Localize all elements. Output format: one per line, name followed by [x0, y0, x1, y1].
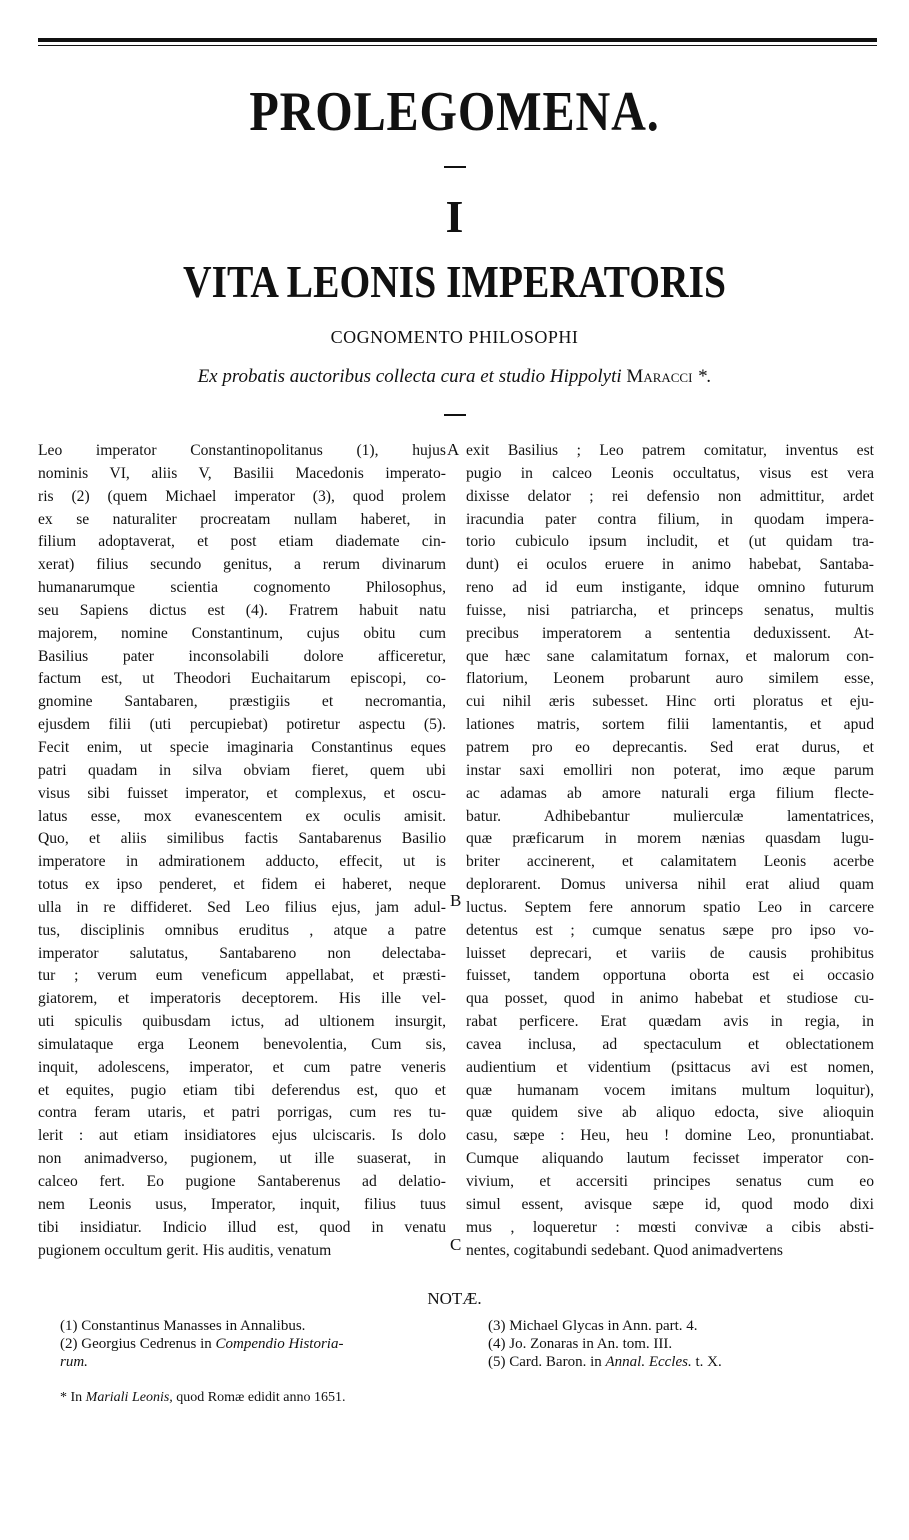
text-line: nem Leonis usus, Imperator, inquit, filius tuus	[38, 1195, 446, 1213]
text-line: deplorarent. Domus universa nihil erat aliud quam	[466, 876, 874, 894]
text-line: seu Sapiens dictus est (4). Fratrem habuit natu	[38, 601, 446, 619]
text-line: instar saxi emolliri non poterat, imo æque parum	[466, 761, 874, 779]
source-italic: Ex probatis auctoribus collecta cura et studio Hippolyti	[197, 366, 622, 387]
text-line: cavea inclusa, ad spectaculum et oblectationem	[466, 1035, 874, 1053]
text-line: cui nihil æris subesset. Hinc orti ploratus et eju-	[466, 693, 874, 711]
text-line: nentes, cogitabundi sedebant. Quod animadvertens	[466, 1241, 783, 1259]
left-text-column	[38, 440, 446, 1262]
note-italic: Compendio Historia-	[215, 1336, 344, 1352]
text-line: quæ præficarum in morem nænias quasdam lugu-	[466, 830, 874, 848]
text-line: lerit : aut etiam insidiatores ejus ulciscaris. Is dolo	[38, 1127, 446, 1145]
text-line: lationes matris, sortem filii lamentantis, et apud	[466, 716, 874, 734]
text-line: reno ad id eum instigante, idque omnino futurum	[466, 579, 874, 597]
footnote	[60, 1390, 345, 1406]
note-number: (4)	[488, 1336, 506, 1352]
text-line: pugio in calceo Leonis occultatus, visus est vera	[466, 464, 874, 482]
note-italic: Annal. Eccles.	[605, 1354, 692, 1370]
text-line: xerat) filius secundo genitus, a rerum divinarum	[38, 556, 446, 574]
text-line: detentus est ; cumque senatus sæpe pro ipso vo-	[466, 921, 874, 939]
divider-dash	[444, 166, 466, 168]
text-line: nominis VI, aliis V, Basilii Macedonis imperato-	[38, 464, 446, 482]
note-item	[60, 1335, 455, 1353]
text-line: ejusdem filii (uti percupiebat) potiretur aspectu (5).	[38, 716, 446, 734]
text-line: ex se naturaliter procreatam nullam haberet, in	[38, 510, 446, 528]
text-line: mus , loqueretur : mœsti convivæ a cibis absti-	[466, 1218, 874, 1236]
section-cognomen: COGNOMENTO PHILOSOPHI	[330, 327, 579, 347]
text-line: imperatore in admirationem adducto, effecit, ut is	[38, 853, 446, 871]
text-line: latus esse, mox evanescentem ex oculis amisit.	[38, 807, 446, 825]
note-item	[488, 1335, 868, 1353]
source-line	[0, 366, 909, 388]
text-line: pugionem occultum gerit. His auditis, venatum	[38, 1241, 332, 1259]
text-line: Basilius pater inconsolabili dolore afficeretur,	[38, 647, 446, 665]
text-line: quæ humanam vocem imitans multum loquitur),	[466, 1081, 874, 1099]
text-line: precibus imperatorem a sententia deduxissent. At-	[466, 624, 874, 642]
margin-marker-a: A	[447, 440, 460, 459]
text-line: tur ; verum eum veneficum appellabat, et præsti-	[38, 967, 446, 985]
page-title: PROLEGOMENA.	[249, 81, 660, 143]
note-text: Michael Glycas in Ann. part. 4.	[509, 1318, 698, 1334]
text-line: fuisse, nisi patriarcha, et princeps senatus, multis	[466, 601, 874, 619]
margin-marker-b: B	[450, 891, 462, 910]
text-line: ulla in re diffideret. Sed Leo filius ejus, jam adul-	[38, 898, 446, 916]
text-line: humanarumque scientia cognomento Philosophus,	[38, 579, 446, 597]
divider-dash	[444, 414, 466, 416]
notes-left	[60, 1317, 455, 1371]
text-line: batur. Adhibebantur mulierculæ lamentatrices,	[466, 807, 874, 825]
note-item	[488, 1317, 868, 1335]
text-line: imperator salutatus, Santabareno non delectaba-	[38, 944, 446, 962]
text-line: patrem pro eo deprecantis. Sed erat durus, et	[466, 738, 874, 756]
text-line: luisset deprecari, et variis de causis prohibitus	[466, 944, 874, 962]
text-line: giatorem, et imperatoris deceptorem. His ille vel-	[38, 990, 446, 1008]
text-line: qua posset, quod in animo habebat et studiose cu-	[466, 990, 874, 1008]
text-line: Fecit enim, ut specie imaginaria Constantinus eques	[38, 738, 446, 756]
text-line: Quo, et aliis similibus factis Santabarenus Basilio	[38, 830, 446, 848]
text-line: ris (2) (quem Michael imperator (3), quod prolem	[38, 487, 446, 505]
text-line: patri quadam in silva obviam fieret, quem ubi	[38, 761, 446, 779]
text-line: tibi insidiatur. Indicio illud est, quod in venatu	[38, 1218, 446, 1236]
note-item	[488, 1353, 868, 1371]
text-line: et equites, pugio etiam tibi deferendus est, quo et	[38, 1081, 446, 1099]
note-number: (1)	[60, 1318, 78, 1334]
text-line: iracundia pater contra filium, in quodam impera-	[466, 510, 874, 528]
text-line: audientium et videntium (psittacus avi est nomen,	[466, 1058, 874, 1076]
note-item	[60, 1353, 455, 1371]
text-line: majorem, nomine Constantinum, cujus obitu cum	[38, 624, 446, 642]
source-name: Maracci	[626, 366, 693, 387]
text-line: fuisset, tandem opportuna oborta est ei occasio	[466, 967, 874, 985]
note-number: (5)	[488, 1354, 506, 1370]
text-line: dunt) ei oculos eruere in animo habebat, Santaba-	[466, 556, 874, 574]
text-line: briter accinerent, et calamitatem Leonis acerbe	[466, 853, 874, 871]
note-number: (2)	[60, 1336, 78, 1352]
text-line: casu, sæpe : Heu, heu ! domine Leo, pronuntiabat.	[466, 1127, 874, 1145]
footnote-mark: *	[60, 1390, 67, 1405]
source-mark: *.	[697, 366, 712, 387]
footnote-italic: Mariali Leonis,	[85, 1390, 173, 1405]
right-text-column	[466, 440, 874, 1262]
text-line: vivium, et accersiti principes senatus cum eo	[466, 1173, 874, 1190]
notes-heading: NOTÆ.	[427, 1289, 482, 1308]
text-line: torio cubiculo ipsum includit, et (ut quidam tra-	[466, 533, 874, 551]
text-line: quæ quidem sive ab aliquo edocta, sive alioquin	[466, 1104, 874, 1122]
top-rule-thin	[38, 45, 877, 46]
text-line: ac adamas ab amore naturali erga filium flecte-	[466, 784, 874, 802]
footnote-text: quod Romæ edidit anno 1651.	[176, 1390, 346, 1405]
text-line: non animadverso, pugionem, ut ille suaserat, in	[38, 1150, 446, 1168]
text-line: visus sibi fuisset imperator, et complexus, et oscu-	[38, 784, 446, 802]
note-text: t. X.	[695, 1354, 722, 1370]
notes-right	[488, 1317, 868, 1371]
text-line: simulataque erga Leonem benevolentia, Cum sis,	[38, 1035, 446, 1053]
text-line: calceo fert. Eo pugione Santaberenus ad delatio-	[38, 1173, 446, 1190]
text-line: Leo imperator Constantinopolitanus (1), hujus	[38, 442, 446, 459]
section-title: VITA LEONIS IMPERATORIS	[182, 256, 726, 307]
note-text: Card. Baron. in	[509, 1354, 602, 1370]
text-line: Cumque aliquando lautum fecisset imperator con-	[466, 1150, 874, 1168]
text-line: simul essent, avisque sæpe id, quod modo dixi	[466, 1195, 874, 1213]
text-line: que hæc sane calamitatum fornax, et malorum con-	[466, 647, 874, 665]
note-text: Georgius Cedrenus in	[81, 1336, 212, 1352]
text-line: dixisse delator ; rei defensio non admittitur, ardet	[466, 487, 874, 505]
note-number: (3)	[488, 1318, 506, 1334]
text-line: totus ex ipso penderet, et fidem ei haberet, neque	[38, 876, 446, 894]
note-text: Constantinus Manasses in Annalibus.	[81, 1318, 306, 1334]
text-line: luctus. Septem fere annorum spatio Leo in carcere	[466, 898, 874, 916]
text-line: rabat perficere. Erat quædam avis in regia, in	[466, 1013, 874, 1031]
margin-marker-c: C	[450, 1235, 462, 1254]
text-line: uti spiculis quibusdam ictus, ad ultionem insurgit,	[38, 1013, 446, 1031]
text-line: gnomine Santabaren, præstigiis et necromantia,	[38, 693, 446, 711]
text-line: tus, disciplinis omnibus eruditus , atque a patre	[38, 921, 446, 939]
section-number: I	[445, 191, 464, 242]
text-line: contra feram utaris, et patri porrigas, cum res tu-	[38, 1104, 446, 1122]
text-line: exit Basilius ; Leo patrem comitatur, inventus est	[466, 442, 874, 459]
note-italic: rum.	[60, 1354, 88, 1370]
top-rule-thick	[38, 38, 877, 42]
text-line: factum est, ut Theodori Euchaitarum episcopi, co-	[38, 670, 446, 688]
text-line: flatorium, Leonem probarunt auro similem esse,	[466, 670, 874, 688]
footnote-text: In	[70, 1390, 83, 1405]
text-line: inquit, adolescens, imperator, et cum patre veneris	[38, 1058, 446, 1076]
note-item	[60, 1317, 455, 1335]
note-text: Jo. Zonaras in An. tom. III.	[509, 1336, 673, 1352]
text-line: filium adoptaverat, et post etiam diademate cin-	[38, 533, 446, 551]
